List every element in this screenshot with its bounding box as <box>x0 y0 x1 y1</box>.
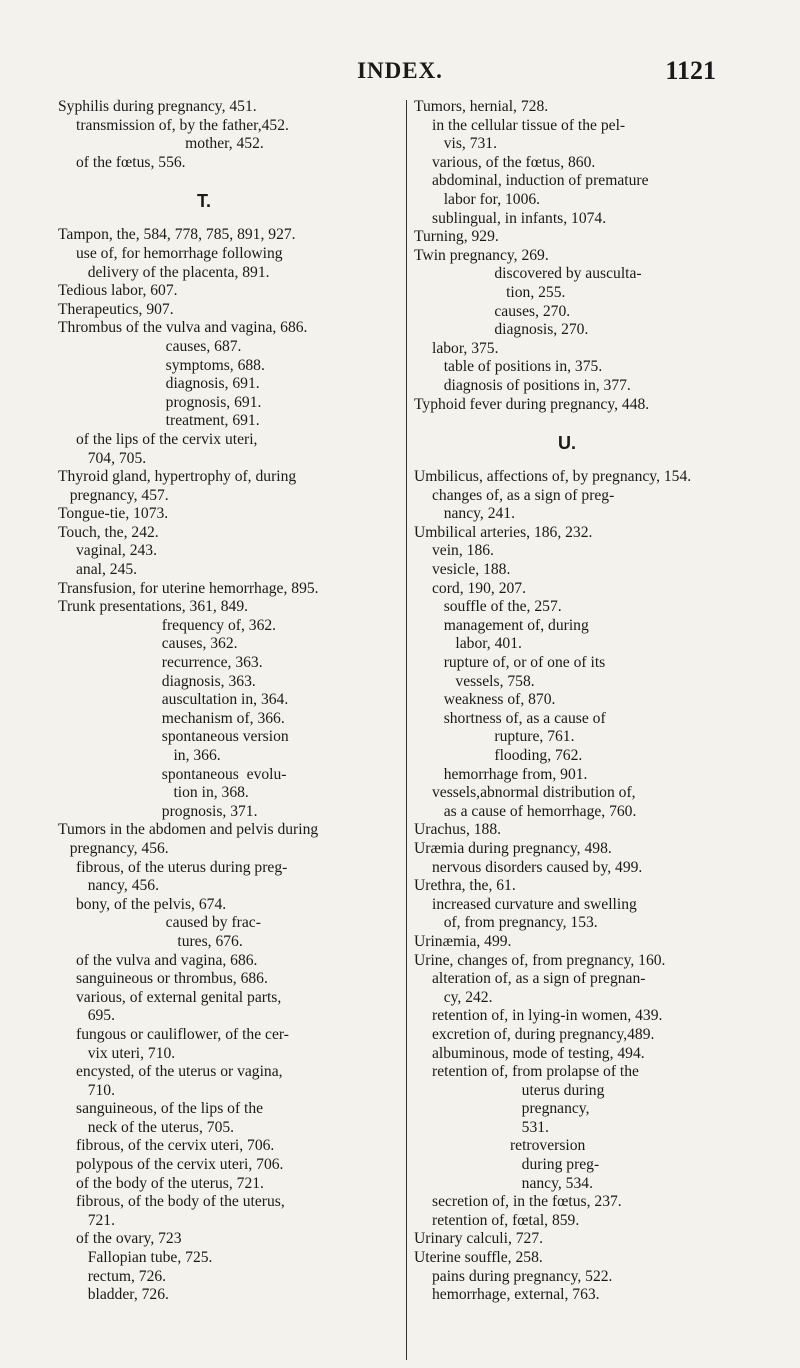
index-subentry: nancy, 534. <box>432 1174 593 1192</box>
index-subentry: sanguineous or thrombus, 686. <box>76 970 268 988</box>
index-subentry: causes, 270. <box>432 302 571 320</box>
index-subentry: of the vulva and vagina, 686. <box>76 951 258 969</box>
index-entry: Syphilis during pregnancy, 451. <box>58 98 257 115</box>
index-subentry: cord, 190, 207. <box>432 579 526 597</box>
index-subentry: hemorrhage from, 901. <box>432 765 588 783</box>
index-entry: Trunk presentations, 361, 849. <box>58 598 249 616</box>
index-subentry: rectum, 726. <box>76 1267 167 1285</box>
index-subentry: abdominal, induction of premature <box>432 172 649 190</box>
index-entry: Twin pregnancy, 269. <box>414 246 549 264</box>
index-subentry: 704, 705. <box>76 449 147 467</box>
index-subentry: fungous or cauliflower, of the cer- <box>76 1025 289 1043</box>
index-subentry: excretion of, during pregnancy,489. <box>432 1025 655 1043</box>
index-subentry: weakness of, 870. <box>432 691 556 709</box>
index-subentry: retention of, from prolapse of the <box>432 1063 639 1081</box>
index-entry: Thyroid gland, hypertrophy of, during <box>58 468 297 486</box>
index-subentry: in the cellular tissue of the pel- <box>432 116 626 134</box>
right-entries-t <box>414 98 756 414</box>
index-subentry: tures, 676. <box>76 932 243 950</box>
index-entry: pregnancy, 456. <box>58 839 169 857</box>
index-subentry: polypous of the cervix uteri, 706. <box>76 1156 284 1174</box>
index-subentry: anal, 245. <box>76 561 138 579</box>
index-entry: Urethra, the, 61. <box>414 877 516 895</box>
index-subentry: labor for, 1006. <box>432 190 541 208</box>
index-subentry: nancy, 241. <box>432 505 516 523</box>
index-subentry: spontaneous version <box>76 728 289 746</box>
index-subentry: pregnancy, <box>432 1100 590 1118</box>
index-subentry: sublingual, in infants, 1074. <box>432 209 607 227</box>
index-subentry: use of, for hemorrhage following <box>76 244 283 262</box>
left-column <box>58 98 400 1305</box>
index-subentry: nervous disorders caused by, 499. <box>432 858 643 876</box>
running-head: INDEX. <box>357 58 443 83</box>
index-subentry: transmission of, by the father,452. <box>76 116 289 134</box>
index-subentry: fibrous, of the body of the uterus, <box>76 1193 285 1211</box>
index-subentry: causes, 362. <box>76 635 238 653</box>
index-subentry: during preg- <box>432 1156 600 1174</box>
index-subentry: cy, 242. <box>432 988 493 1006</box>
index-entry: Therapeutics, 907. <box>58 300 174 318</box>
index-subentry: nancy, 456. <box>76 877 160 895</box>
index-subentry: encysted, of the uterus or vagina, <box>76 1063 283 1081</box>
index-subentry: tion in, 368. <box>76 784 249 802</box>
index-subentry: diagnosis of positions in, 377. <box>432 376 631 394</box>
page-number: 1121 <box>665 56 716 85</box>
index-subentry: of the fœtus, 556. <box>76 153 186 171</box>
index-subentry: pains during pregnancy, 522. <box>432 1267 613 1285</box>
index-subentry: labor, 401. <box>432 635 522 653</box>
index-subentry: management of, during <box>432 616 589 634</box>
index-entry: Uræmia during pregnancy, 498. <box>414 839 612 857</box>
index-entry: Urinæmia, 499. <box>414 932 512 950</box>
index-subentry: tion, 255. <box>432 283 566 301</box>
index-entry: Urine, changes of, from pregnancy, 160. <box>414 951 666 969</box>
index-entry: Turning, 929. <box>414 228 499 246</box>
right-entries-u <box>414 468 756 1305</box>
index-subentry: discovered by ausculta- <box>432 265 642 283</box>
index-subentry: of the body of the uterus, 721. <box>76 1174 264 1192</box>
index-subentry: symptoms, 688. <box>76 356 265 374</box>
index-subentry: mother, 452. <box>76 135 264 153</box>
index-subentry: fibrous, of the uterus during preg- <box>76 858 288 876</box>
index-subentry: Fallopian tube, 725. <box>76 1249 213 1267</box>
index-subentry: retention of, fœtal, 859. <box>432 1211 580 1229</box>
index-subentry: retention of, in lying-in women, 439. <box>432 1007 663 1025</box>
index-entry: Transfusion, for uterine hemorrhage, 895. <box>58 579 319 597</box>
index-entry: Tongue-tie, 1073. <box>58 505 169 523</box>
index-subentry: table of positions in, 375. <box>432 358 603 376</box>
index-subentry: vix uteri, 710. <box>76 1044 176 1062</box>
index-subentry: 695. <box>76 1007 115 1025</box>
index-entry: Touch, the, 242. <box>58 523 159 541</box>
left-entries-t <box>58 226 400 1304</box>
index-entry: Umbilical arteries, 186, 232. <box>414 523 593 541</box>
index-entry: Urachus, 188. <box>414 821 502 839</box>
index-subentry: albuminous, mode of testing, 494. <box>432 1044 645 1062</box>
index-entry: Tumors in the abdomen and pelvis during <box>58 821 319 839</box>
index-subentry: vessels,abnormal distribution of, <box>432 784 636 802</box>
index-subentry: auscultation in, 364. <box>76 691 289 709</box>
index-subentry: diagnosis, 691. <box>76 375 260 393</box>
index-subentry: prognosis, 371. <box>76 802 258 820</box>
index-subentry: vessels, 758. <box>432 672 535 690</box>
index-subentry: rupture, 761. <box>432 728 575 746</box>
index-subentry: neck of the uterus, 705. <box>76 1118 235 1136</box>
index-subentry: prognosis, 691. <box>76 393 262 411</box>
index-subentry: causes, 687. <box>76 337 242 355</box>
index-subentry: frequency of, 362. <box>76 616 277 634</box>
column-divider <box>406 100 407 1360</box>
index-subentry: recurrence, 363. <box>76 654 263 672</box>
index-subentry: 710. <box>76 1081 115 1099</box>
index-subentry: souffle of the, 257. <box>432 598 562 616</box>
index-subentry: of, from pregnancy, 153. <box>432 914 598 932</box>
section-letter-t: T. <box>197 191 212 212</box>
index-subentry: of the lips of the cervix uteri, <box>76 430 258 448</box>
index-subentry: fibrous, of the cervix uteri, 706. <box>76 1137 275 1155</box>
index-subentry: spontaneous evolu- <box>76 765 287 783</box>
index-subentry: diagnosis, 270. <box>432 321 589 339</box>
right-column <box>414 98 756 1305</box>
index-subentry: various, of external genital parts, <box>76 988 282 1006</box>
index-subentry: retroversion <box>432 1137 586 1155</box>
index-entry: Tumors, hernial, 728. <box>414 98 549 115</box>
index-subentry: various, of the fœtus, 860. <box>432 153 596 171</box>
index-subentry: changes of, as a sign of preg- <box>432 486 615 504</box>
index-entry: Thrombus of the vulva and vagina, 686. <box>58 319 308 337</box>
left-entries-s <box>58 98 400 172</box>
index-subentry: vein, 186. <box>432 542 494 560</box>
index-subentry: alteration of, as a sign of pregnan- <box>432 970 646 988</box>
index-subentry: rupture of, or of one of its <box>432 654 606 672</box>
index-entry: Tedious labor, 607. <box>58 282 178 300</box>
index-entry: Umbilicus, affections of, by pregnancy, 154. <box>414 468 692 486</box>
index-subentry: shortness of, as a cause of <box>432 709 606 727</box>
index-entry: Tampon, the, 584, 778, 785, 891, 927. <box>58 226 296 244</box>
index-subentry: in, 366. <box>76 747 221 764</box>
index-subentry: flooding, 762. <box>432 747 583 764</box>
index-subentry: delivery of the placenta, 891. <box>76 263 270 281</box>
index-subentry: bony, of the pelvis, 674. <box>76 895 227 913</box>
index-entry: Urinary calculi, 727. <box>414 1230 544 1248</box>
index-entry: Typhoid fever during pregnancy, 448. <box>414 395 650 413</box>
index-subentry: sanguineous, of the lips of the <box>76 1100 264 1118</box>
index-subentry: 531. <box>432 1118 549 1136</box>
index-subentry: as a cause of hemorrhage, 760. <box>432 802 637 820</box>
index-subentry: mechanism of, 366. <box>76 709 285 727</box>
index-subentry: vis, 731. <box>432 135 497 153</box>
index-subentry: uterus during <box>432 1081 605 1099</box>
index-subentry: treatment, 691. <box>76 412 260 430</box>
section-letter-u: U. <box>558 433 576 454</box>
index-subentry: increased curvature and swelling <box>432 895 637 913</box>
index-entry: pregnancy, 457. <box>58 486 169 504</box>
index-subentry: labor, 375. <box>432 339 499 357</box>
index-subentry: 721. <box>76 1211 115 1229</box>
index-subentry: vaginal, 243. <box>76 542 157 560</box>
index-subentry: secretion of, in the fœtus, 237. <box>432 1193 622 1211</box>
index-subentry: diagnosis, 363. <box>76 672 256 690</box>
index-subentry: bladder, 726. <box>76 1286 169 1304</box>
index-subentry: vesicle, 188. <box>432 561 511 579</box>
index-subentry: caused by frac- <box>76 914 261 932</box>
index-subentry: hemorrhage, external, 763. <box>432 1286 600 1304</box>
index-entry: Uterine souffle, 258. <box>414 1249 543 1267</box>
index-subentry: of the ovary, 723 <box>76 1230 182 1248</box>
